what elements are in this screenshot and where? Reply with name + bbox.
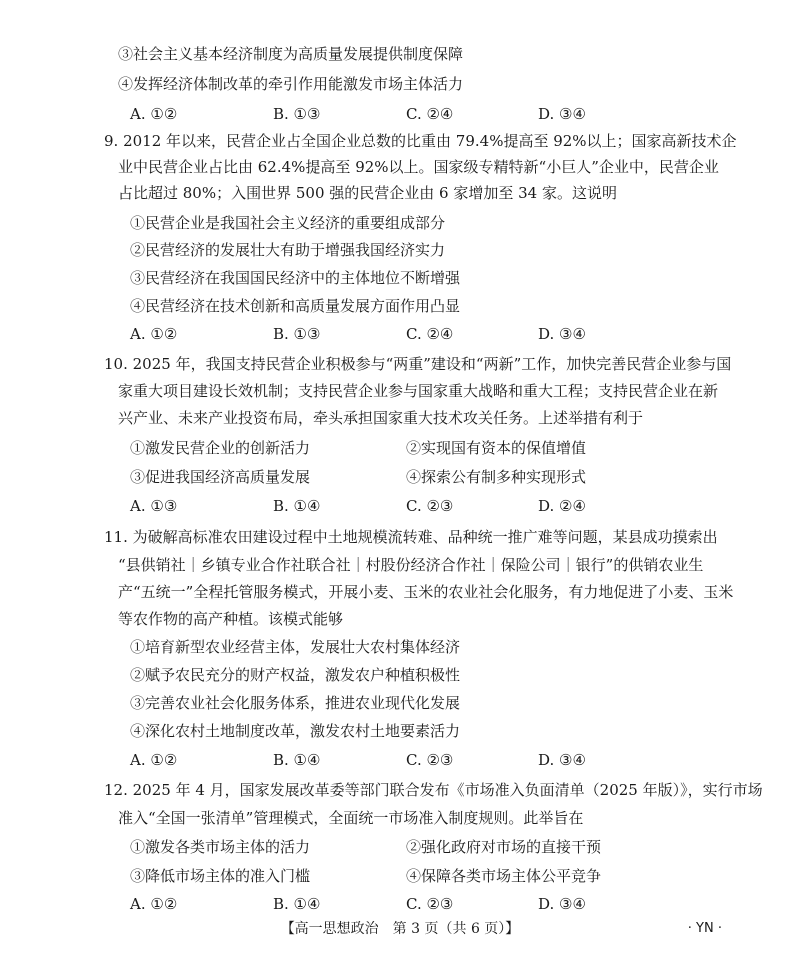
q9-statement-4: ④民营经济在技术创新和高质量发展方面作用凸显 — [130, 297, 461, 315]
q11-options — [130, 750, 730, 770]
q12-options — [130, 894, 730, 914]
q12-option-d: D. ③④ — [538, 895, 586, 913]
q12-stem-line-2: 准入“全国一张清单”管理模式，全面统一市场准入制度规则。此举旨在 — [118, 809, 584, 827]
q12-statements-row-2 — [130, 866, 750, 886]
q11-statement-1: ①培育新型农业经营主体，发展壮大农村集体经济 — [130, 638, 461, 656]
q12-option-a: A. ①② — [130, 895, 178, 913]
q10-option-c: C. ②③ — [406, 497, 454, 515]
q12-statement-2: ②强化政府对市场的直接干预 — [406, 838, 602, 856]
q12-option-b: B. ①④ — [273, 895, 321, 913]
q10-options — [130, 496, 730, 516]
q10-statements-row-2 — [130, 467, 750, 487]
q11-statement-4: ④深化农村土地制度改革，激发农村土地要素活力 — [130, 722, 461, 740]
q11-option-d: D. ③④ — [538, 751, 586, 769]
q11-stem-line-2: “县供销社｜乡镇专业合作社联合社｜村股份经济合作社｜保险公司｜银行”的供销农业生 — [118, 556, 704, 574]
q9-statement-1: ①民营企业是我国社会主义经济的重要组成部分 — [130, 214, 446, 232]
q9-statement-2: ②民营经济的发展壮大有助于增强我国经济实力 — [130, 241, 446, 259]
q8-statement-3: ③社会主义基本经济制度为高质量发展提供制度保障 — [118, 45, 464, 63]
region-code: · YN · — [687, 921, 722, 936]
q11-option-c: C. ②③ — [406, 751, 454, 769]
q9-option-a: A. ①② — [130, 325, 178, 343]
q9-options — [130, 324, 730, 344]
q12-option-c: C. ②③ — [406, 895, 454, 913]
q8-option-c: C. ②④ — [406, 105, 454, 123]
q11-stem-line-3: 产“五统一”全程托管服务模式，开展小麦、玉米的农业社会化服务，有力地促进了小麦、玉米 — [118, 583, 734, 601]
q9-option-b: B. ①③ — [273, 325, 321, 343]
q10-stem-line-1: 10. 2025 年，我国支持民营企业积极参与“两重”建设和“两新”工作，加快完善民营企业参与国 — [104, 355, 732, 373]
q10-statement-1: ①激发民营企业的创新活力 — [130, 439, 311, 457]
q9-option-d: D. ③④ — [538, 325, 586, 343]
q12-statements-row-1 — [130, 837, 750, 857]
q10-stem-line-3: 兴产业、未来产业投资布局，牵头承担国家重大技术攻关任务。上述举措有利于 — [118, 409, 644, 427]
q8-statement-4: ④发挥经济体制改革的牵引作用能激发市场主体活力 — [118, 75, 464, 93]
q11-statement-3: ③完善农业社会化服务体系，推进农业现代化发展 — [130, 694, 461, 712]
q11-option-a: A. ①② — [130, 751, 178, 769]
q10-statements-row-1 — [130, 438, 750, 458]
q11-stem-line-1: 11. 为破解高标准农田建设过程中土地规模流转难、品种统一推广难等问题，某县成功摸索出 — [104, 528, 718, 546]
q10-stem-line-2: 家重大项目建设长效机制；支持民营企业参与国家重大战略和重大工程；支持民营企业在新 — [118, 382, 719, 400]
q12-statement-3: ③降低市场主体的准入门槛 — [130, 867, 311, 885]
page-footer: 【高一思想政治 第 3 页（共 6 页）】 — [280, 921, 520, 937]
q10-option-b: B. ①④ — [273, 497, 321, 515]
q12-stem-line-1: 12. 2025 年 4 月，国家发展改革委等部门联合发布《市场准入负面清单（2025 年版）》，实行市场 — [104, 781, 763, 799]
q10-statement-4: ④探索公有制多种实现形式 — [406, 468, 587, 486]
q10-statement-3: ③促进我国经济高质量发展 — [130, 468, 311, 486]
q8-options — [130, 104, 730, 124]
q9-option-c: C. ②④ — [406, 325, 454, 343]
q10-statement-2: ②实现国有资本的保值增值 — [406, 439, 587, 457]
q9-stem-line-3: 占比超过 80%；入围世界 500 强的民营企业由 6 家增加至 34 家。这说明 — [118, 184, 617, 202]
q12-statement-4: ④保障各类市场主体公平竞争 — [406, 867, 602, 885]
q12-statement-1: ①激发各类市场主体的活力 — [130, 838, 311, 856]
q9-stem-line-2: 业中民营企业占比由 62.4%提高至 92%以上。国家级专精特新“小巨人”企业中，民营企业 — [118, 158, 719, 176]
q8-option-d: D. ③④ — [538, 105, 586, 123]
q11-option-b: B. ①④ — [273, 751, 321, 769]
q8-option-a: A. ①② — [130, 105, 178, 123]
q9-statement-3: ③民营经济在我国国民经济中的主体地位不断增强 — [130, 269, 461, 287]
q10-option-d: D. ②④ — [538, 497, 586, 515]
q9-stem-line-1: 9. 2012 年以来，民营企业占全国企业总数的比重由 79.4%提高至 92%以上；国家高新技术企 — [104, 132, 737, 150]
q8-option-b: B. ①③ — [273, 105, 321, 123]
q11-statement-2: ②赋予农民充分的财产权益，激发农户种植积极性 — [130, 666, 461, 684]
q10-option-a: A. ①③ — [130, 497, 178, 515]
q11-stem-line-4: 等农作物的高产种植。该模式能够 — [118, 610, 344, 628]
